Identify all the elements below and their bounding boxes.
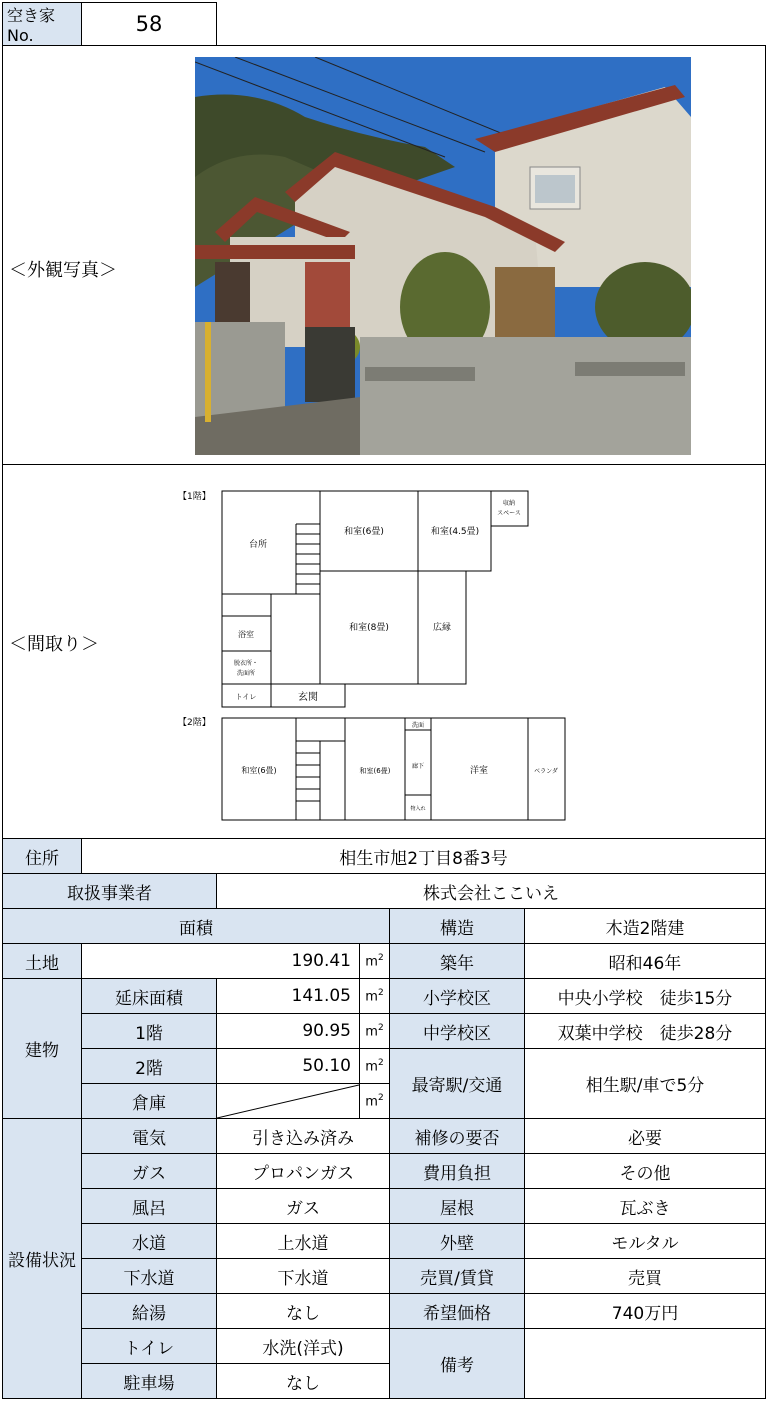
built-year-value: 昭和46年 (524, 943, 766, 979)
sale-rent-label: 売買/賃貸 (389, 1258, 525, 1294)
land-label: 土地 (2, 943, 82, 979)
sewer-label: 下水道 (81, 1258, 217, 1294)
room2-oshiire: 物入れ (410, 806, 426, 812)
floor2-area-unit: $m^2$ (359, 1048, 390, 1084)
total-floor-label: 延床面積 (81, 978, 217, 1014)
junior-high-value: 双葉中学校 徒歩28分 (524, 1013, 766, 1049)
repair-label: 補修の要否 (389, 1118, 525, 1154)
room-dressing-a: 脱衣所・ (233, 660, 259, 667)
warehouse-value (216, 1083, 360, 1119)
toilet-value: 水洗(洋式) (216, 1328, 390, 1364)
price-value: 740万円 (524, 1293, 766, 1329)
room-entrance: 玄関 (298, 692, 318, 703)
repair-value: 必要 (524, 1118, 766, 1154)
hot-water-value: なし (216, 1293, 390, 1329)
facilities-label: 設備状況 (2, 1118, 82, 1399)
listing-number-label: 空き家No. (2, 2, 82, 46)
floor-plan-drawing (170, 485, 580, 830)
room-washitsu8: 和室(8畳) (349, 623, 389, 633)
total-floor-unit: $m^2$ (359, 978, 390, 1014)
water-label: 水道 (81, 1223, 217, 1259)
floor2-label: 【2階】 (178, 718, 211, 728)
floor1-area-value: 90.95 (216, 1013, 360, 1049)
structure-value: 木造2階建 (524, 908, 766, 944)
room-washitsu45: 和室(4.5畳) (430, 527, 480, 537)
room2-corridor: 廊下 (411, 763, 425, 770)
bath-label: 風呂 (81, 1188, 217, 1224)
listing-number-value: 58 (81, 2, 217, 46)
parking-label: 駐車場 (81, 1363, 217, 1399)
room-bath: 浴室 (238, 630, 254, 639)
warehouse-unit: $m^2$ (359, 1083, 390, 1119)
station-label: 最寄駅/交通 (389, 1048, 525, 1119)
warehouse-empty-slash (217, 1084, 360, 1119)
roof-value: 瓦ぶき (524, 1188, 766, 1224)
floor1-area-unit: $m^2$ (359, 1013, 390, 1049)
room-engawa: 広縁 (432, 623, 452, 633)
warehouse-label: 倉庫 (81, 1083, 217, 1119)
room2-washitsu6-a: 和室(6畳) (241, 766, 277, 775)
room-kitchen: 台所 (248, 540, 268, 550)
land-unit: $m^2$ (359, 943, 390, 979)
room2-veranda: ベランダ (534, 768, 558, 775)
station-value: 相生駅/車で5分 (524, 1048, 766, 1119)
electric-label: 電気 (81, 1118, 217, 1154)
hot-water-label: 給湯 (81, 1293, 217, 1329)
price-label: 希望価格 (389, 1293, 525, 1329)
elementary-school-value: 中央小学校 徒歩15分 (524, 978, 766, 1014)
floor1-area-label: 1階 (81, 1013, 217, 1049)
land-value: 190.41 (81, 943, 360, 979)
house-exterior-photo (195, 57, 691, 455)
remarks-value (524, 1328, 766, 1399)
structure-label: 構造 (389, 908, 525, 944)
water-value: 上水道 (216, 1223, 390, 1259)
building-label: 建物 (2, 978, 82, 1119)
floor2-area-value: 50.10 (216, 1048, 360, 1084)
exterior-photo-label: ＜外観写真＞ (9, 260, 117, 281)
exterior-wall-value: モルタル (524, 1223, 766, 1259)
agent-label: 取扱事業者 (2, 873, 217, 909)
sewer-value: 下水道 (216, 1258, 390, 1294)
electric-value: 引き込み済み (216, 1118, 390, 1154)
cost-burden-value: その他 (524, 1153, 766, 1189)
floorplan-label: ＜間取り＞ (9, 634, 99, 655)
room-storage-b: スペース (497, 510, 521, 517)
toilet-label: トイレ (81, 1328, 217, 1364)
roof-label: 屋根 (389, 1188, 525, 1224)
room-dressing-b: 洗面所 (236, 670, 256, 677)
gas-value: プロパンガス (216, 1153, 390, 1189)
room2-senmen: 洗面 (411, 722, 425, 729)
remarks-label: 備考 (389, 1328, 525, 1399)
exterior-wall-label: 外壁 (389, 1223, 525, 1259)
room-storage-a: 収納 (502, 500, 516, 507)
address-label: 住所 (2, 838, 82, 874)
room-toilet: トイレ (235, 693, 257, 701)
room2-washitsu6-b: 和室(6畳) (359, 767, 391, 775)
gas-label: ガス (81, 1153, 217, 1189)
floor1-label: 【1階】 (178, 492, 211, 502)
parking-value: なし (216, 1363, 390, 1399)
room-washitsu6: 和室(6畳) (344, 527, 384, 537)
sale-rent-value: 売買 (524, 1258, 766, 1294)
total-floor-value: 141.05 (216, 978, 360, 1014)
cost-burden-label: 費用負担 (389, 1153, 525, 1189)
floor2-area-label: 2階 (81, 1048, 217, 1084)
built-year-label: 築年 (389, 943, 525, 979)
bath-value: ガス (216, 1188, 390, 1224)
address-value: 相生市旭2丁目8番3号 (81, 838, 766, 874)
agent-value: 株式会社ここいえ (216, 873, 766, 909)
room2-youshitsu: 洋室 (469, 766, 489, 776)
area-header: 面積 (2, 908, 390, 944)
elementary-school-label: 小学校区 (389, 978, 525, 1014)
junior-high-label: 中学校区 (389, 1013, 525, 1049)
